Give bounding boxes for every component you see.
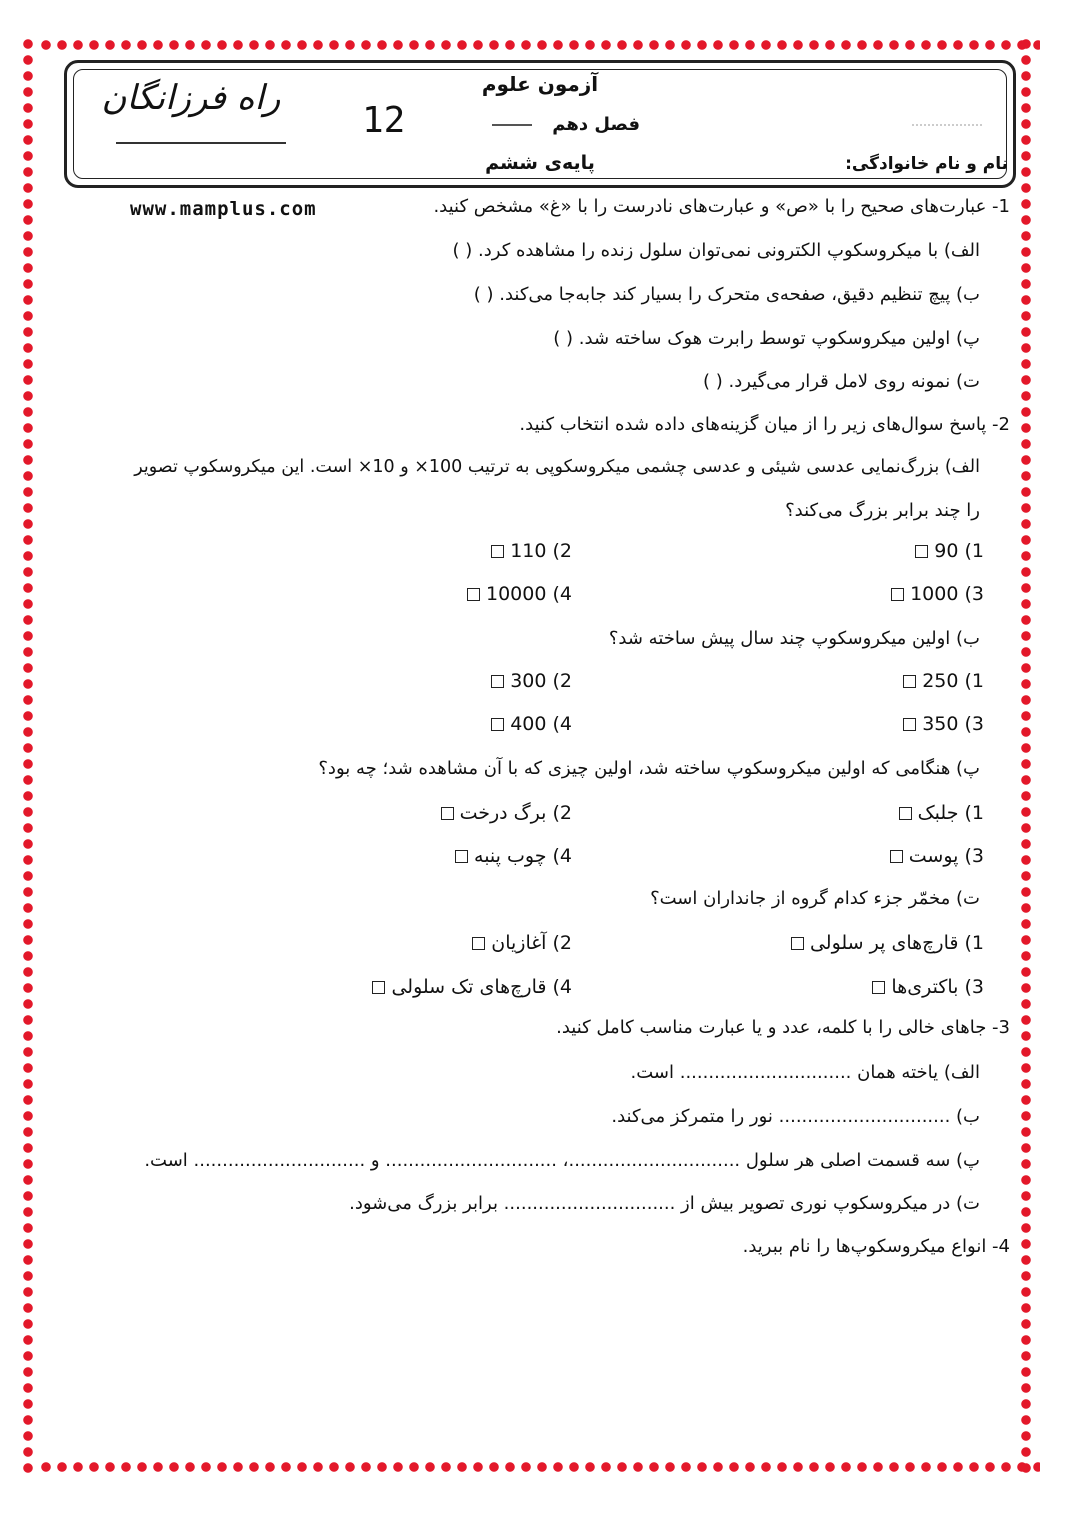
question-2-text: 2- پاسخ سوال‌های زیر را از میان گزینه‌های داده شده انتخاب کنید. [519, 414, 1010, 435]
q2c-option-2-label: 2) برگ درخت [459, 802, 572, 824]
q2b-option-3[interactable] [903, 713, 984, 735]
question-2b-text: ب) اولین میکروسکوپ چند سال پیش ساخته شد؟ [608, 628, 980, 649]
q2a-option-4[interactable] [467, 583, 572, 605]
q2c-option-3[interactable] [890, 845, 984, 867]
q2c-option-4[interactable] [455, 845, 572, 867]
question-2a-line1: الف) بزرگ‌نمایی عدسی شیئی و عدسی چشمی میکروسکوپی به ترتیب 100× و 10× است. این میکروسکوپ تصویر [134, 457, 980, 477]
q2a-option-3-label: 3) 1000 [910, 583, 984, 605]
decorative-border-right [1018, 38, 1034, 1474]
decorative-border-bottom [40, 1460, 1040, 1474]
question-3-item-a: الف) یاخته همان .............................. است. [630, 1062, 980, 1083]
q2a-option-1[interactable] [915, 540, 984, 562]
checkbox-icon[interactable] [372, 981, 385, 994]
question-3-item-b: ب) .............................. نور را متمرکز می‌کند. [611, 1106, 980, 1127]
decorative-border-top [40, 38, 1040, 52]
checkbox-icon[interactable] [472, 937, 485, 950]
q2c-option-2[interactable] [441, 802, 572, 824]
question-1-item-a: الف) با میکروسکوپ الکترونی نمی‌توان سلول زنده را مشاهده کرد. ( ) [452, 240, 980, 261]
school-logo [86, 78, 296, 174]
q2d-option-4[interactable] [372, 976, 572, 998]
q2b-option-4-label: 4) 400 [510, 713, 572, 735]
q2c-option-1[interactable] [899, 802, 984, 824]
q2a-option-2-label: 2) 110 [510, 540, 572, 562]
question-1-item-b: ب) پیچ تنظیم دقیق، صفحه‌ی متحرک را بسیار کند جابه‌جا می‌کند. ( ) [473, 284, 980, 305]
name-field-label: نام و نام خانوادگی: [845, 154, 1008, 174]
q2a-option-2[interactable] [491, 540, 572, 562]
q2b-option-2-label: 2) 300 [510, 670, 572, 692]
exam-number: 12 [362, 100, 406, 141]
logo-underline [116, 142, 286, 154]
q2d-option-2[interactable] [472, 932, 572, 954]
checkbox-icon[interactable] [903, 718, 916, 731]
faded-mark [912, 124, 982, 132]
question-2c-text: پ) هنگامی که اولین میکروسکوپ ساخته شد، اولین چیزی که با آن مشاهده شد؛ چه بود؟ [318, 758, 980, 779]
q2c-option-4-label: 4) چوب پنبه [474, 845, 572, 867]
checkbox-icon[interactable] [872, 981, 885, 994]
q2b-option-1[interactable] [903, 670, 984, 692]
question-3-item-c: پ) سه قسمت اصلی هر سلول ..............................، .............................. و .............................. است. [144, 1150, 980, 1171]
q2b-option-2[interactable] [491, 670, 572, 692]
checkbox-icon[interactable] [899, 807, 912, 820]
exam-title: آزمون علوم [481, 72, 599, 96]
website-link[interactable]: www.mamplus.com [130, 198, 317, 220]
q2a-option-4-label: 4) 10000 [486, 583, 572, 605]
exam-grade: پایه‌ی ششم [485, 152, 595, 174]
checkbox-icon[interactable] [455, 850, 468, 863]
checkbox-icon[interactable] [890, 850, 903, 863]
question-4-text: 4- انواع میکروسکوپ‌ها را نام ببرید. [742, 1236, 1010, 1257]
q2d-option-4-label: 4) قارچ‌های تک سلولی [391, 976, 572, 998]
checkbox-icon[interactable] [891, 588, 904, 601]
q2b-option-3-label: 3) 350 [922, 713, 984, 735]
question-2d-text: ت) مخمّر جزء کدام گروه از جانداران است؟ [650, 888, 980, 909]
q2d-option-3-label: 3) باکتری‌ها [891, 976, 984, 998]
question-1-text: 1- عبارت‌های صحیح را با «ص» و عبارت‌های نادرست را با «غ» مشخص کنید. [433, 196, 1010, 217]
q2c-option-3-label: 3) پوست [908, 845, 984, 867]
exam-chapter: فصل دهم [552, 114, 640, 135]
question-3-item-d: ت) در میکروسکوپ نوری تصویر بیش از .............................. برابر بزرگ می‌شود. [349, 1193, 980, 1214]
q2d-option-1-label: 1) قارچ‌های پر سلولی [809, 932, 984, 954]
q2d-option-1[interactable] [791, 932, 984, 954]
q2b-option-1-label: 1) 250 [922, 670, 984, 692]
q2d-option-2-label: 2) آغازیان [491, 932, 572, 954]
q2a-option-3[interactable] [891, 583, 984, 605]
question-1-item-d: ت) نمونه روی لامل قرار می‌گیرد. ( ) [703, 371, 980, 392]
q2c-option-1-label: 1) جلبک [917, 802, 984, 824]
checkbox-icon[interactable] [903, 675, 916, 688]
question-3-text: 3- جاهای خالی را با کلمه، عدد و یا عبارت مناسب کامل کنید. [556, 1017, 1010, 1038]
q2d-option-3[interactable] [872, 976, 984, 998]
checkbox-icon[interactable] [791, 937, 804, 950]
q2a-option-1-label: 1) 90 [934, 540, 984, 562]
logo-text: راه فرزانگان [101, 78, 281, 118]
question-2a-line2: را چند برابر بزرگ می‌کند؟ [785, 500, 980, 521]
checkbox-icon[interactable] [491, 545, 504, 558]
q2b-option-4[interactable] [491, 713, 572, 735]
checkbox-icon[interactable] [915, 545, 928, 558]
checkbox-icon[interactable] [467, 588, 480, 601]
checkbox-icon[interactable] [441, 807, 454, 820]
checkbox-icon[interactable] [491, 718, 504, 731]
question-1-item-c: پ) اولین میکروسکوپ توسط رابرت هوک ساخته شد. ( ) [553, 328, 980, 349]
chapter-dash-decoration [492, 124, 532, 130]
decorative-border-left [20, 38, 36, 1474]
checkbox-icon[interactable] [491, 675, 504, 688]
